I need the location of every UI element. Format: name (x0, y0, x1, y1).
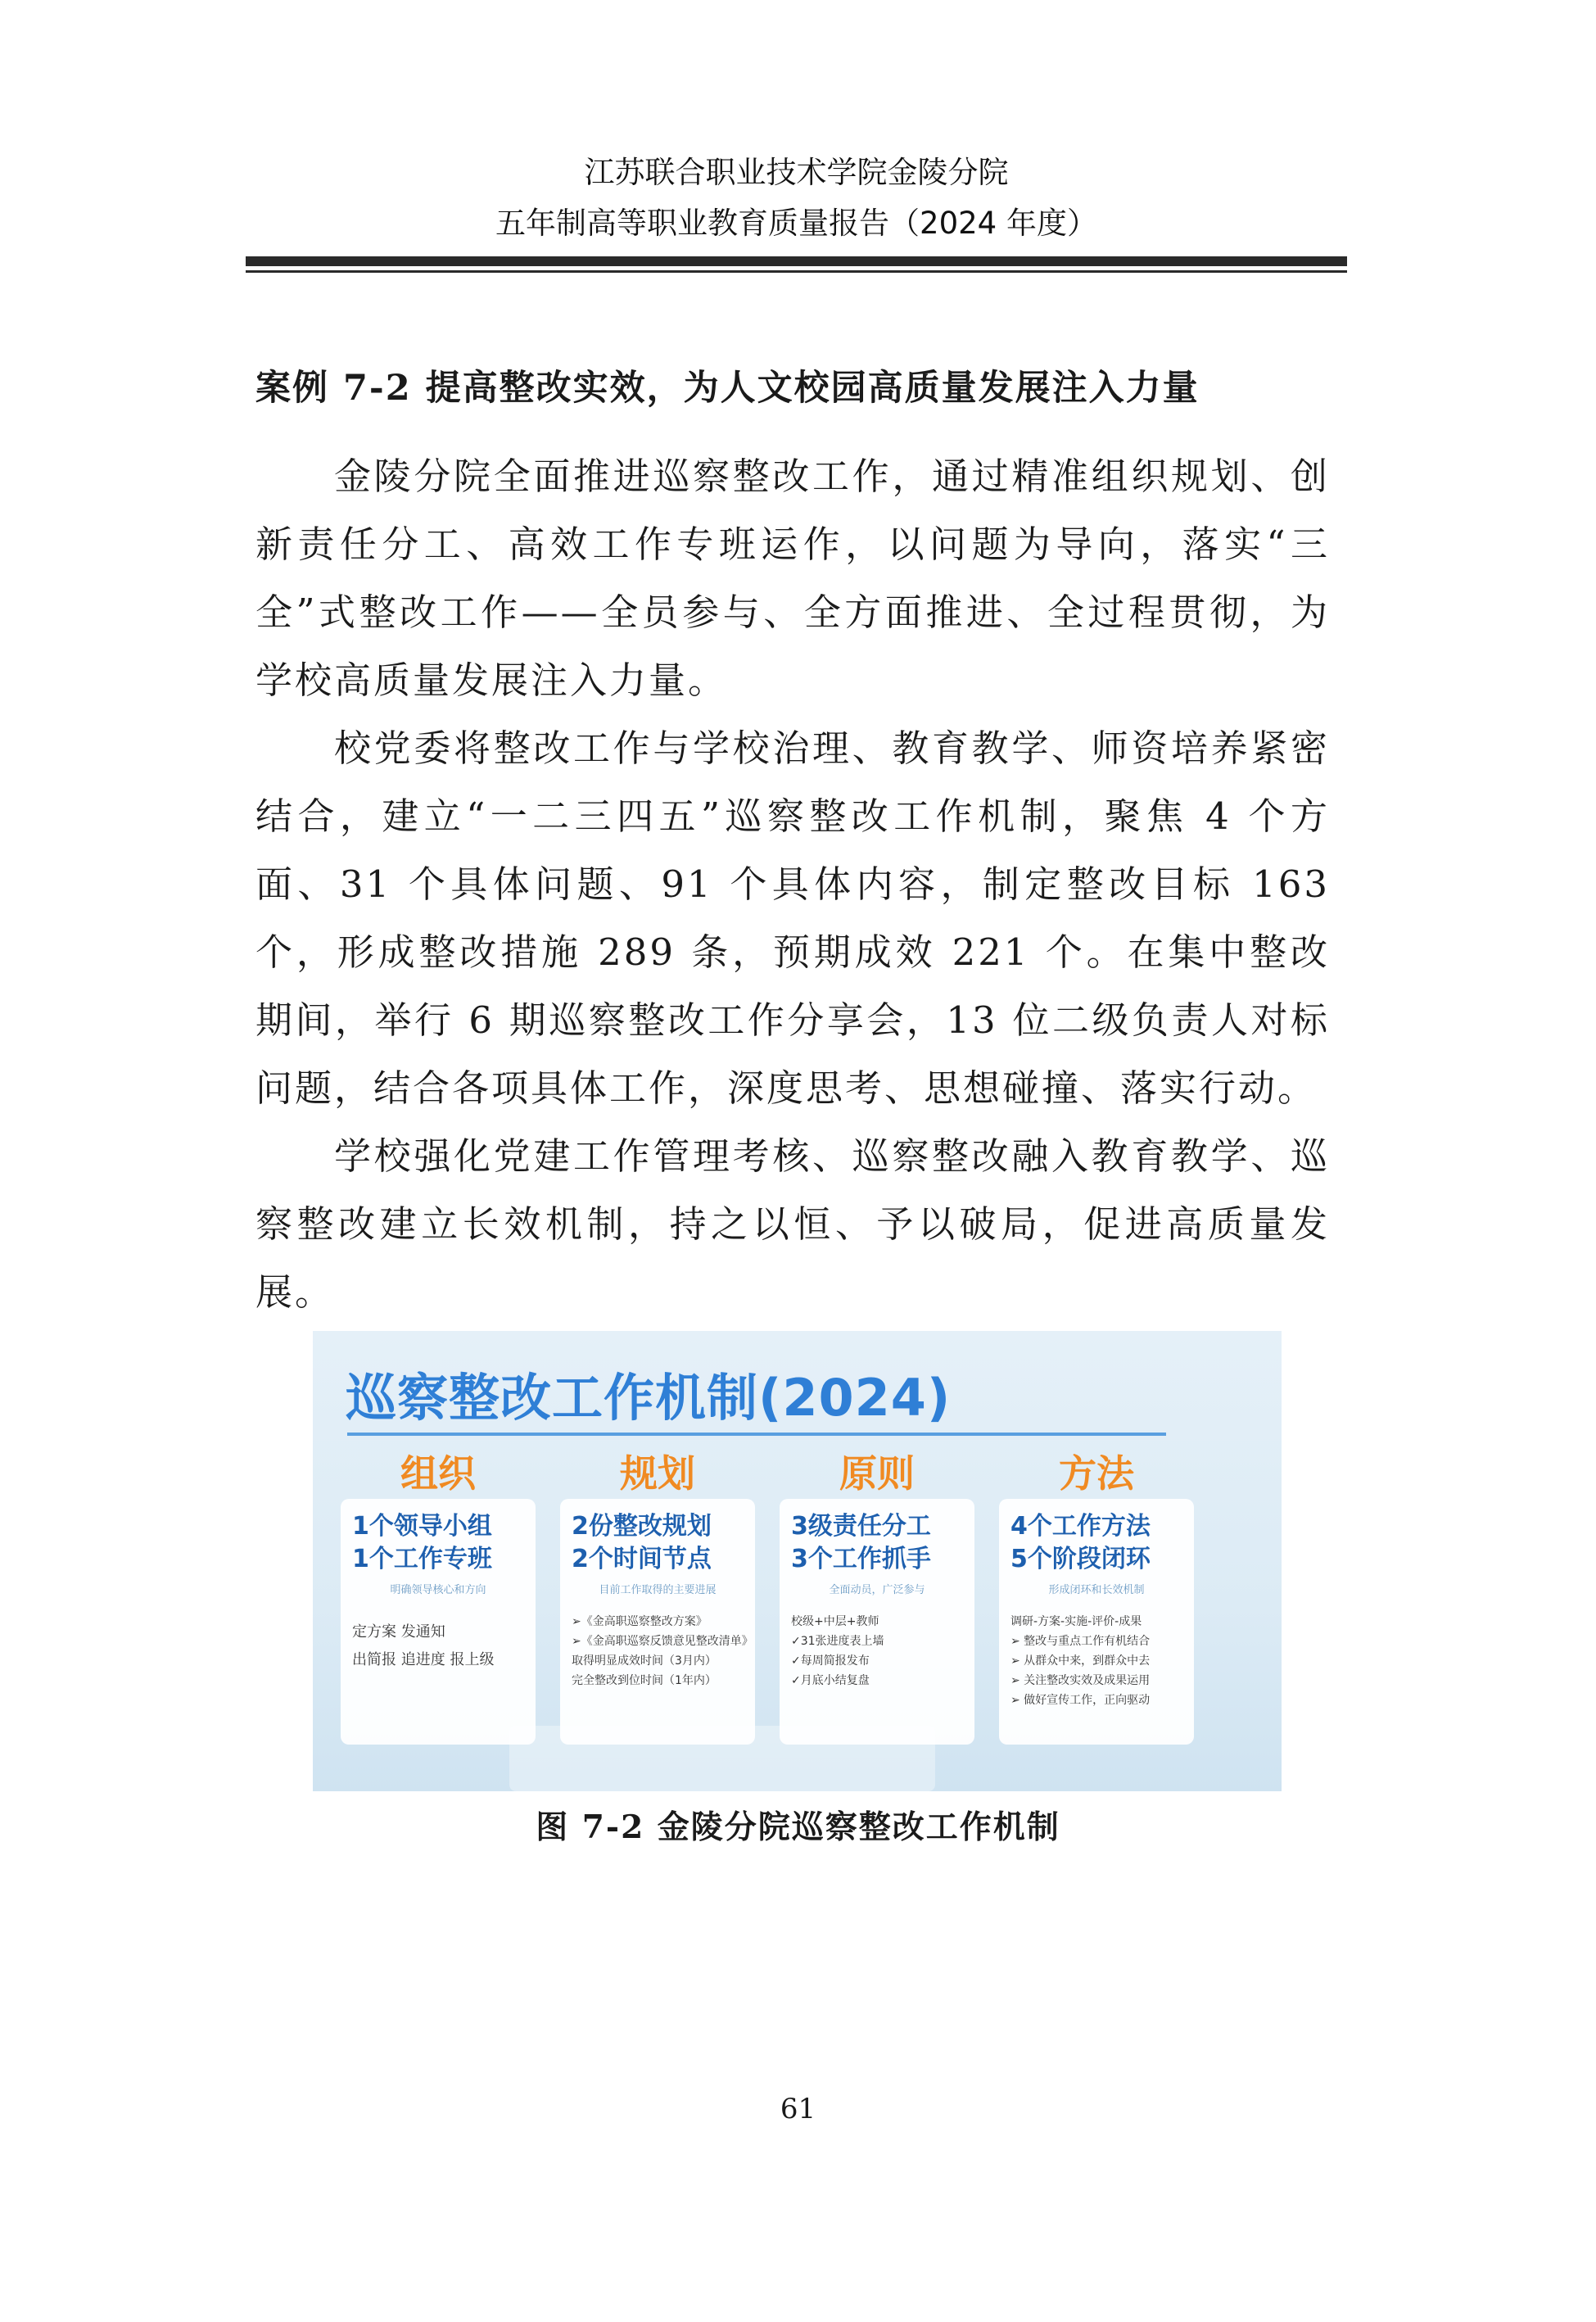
card-subtitle: 形成闭环和长效机制 (1048, 1584, 1145, 1596)
header-line-1: 江苏联合职业技术学院金陵分院 (584, 155, 1009, 190)
figure-caption: 图 7-2 金陵分院巡察整改工作机制 (536, 1808, 1060, 1846)
case-title: 案例 7-2 提高整改实效，为人文校园高质量发展注入力量 (255, 368, 1200, 409)
card-subtitle: 全面动员，广泛参与 (829, 1584, 925, 1596)
document-header (246, 147, 1347, 249)
card-heading-organization: 组织 (400, 1451, 476, 1496)
body-text (255, 442, 1330, 1326)
mechanism-figure (313, 1331, 1282, 1791)
header-rule-thin (246, 270, 1347, 273)
card-principle (780, 1499, 974, 1745)
card-organization (341, 1499, 536, 1745)
card-line-2: 2个时间节点 (572, 1545, 712, 1573)
header-rule-thick (246, 256, 1347, 266)
card-line-1: 3级责任分工 (791, 1512, 931, 1541)
paragraph-1: 金陵分院全面推进巡察整改工作，通过精准组织规划、创新责任分工、高效工作专班运作，以问题为导向，落实“三全”式整改工作——全员参与、全方面推进、全过程贯彻，为学校高质量发展注入力量。 (255, 455, 1330, 702)
page-number: 61 (780, 2093, 816, 2125)
card-details: ➢《金高职巡察整改方案》 ➢《金高职巡察反馈意见整改清单》 取得明显成效时间（3月内） 完全整改到位时间（1年内） (572, 1615, 753, 1687)
card-details: 调研-方案-实施-评价-成果 ➢ 整改与重点工作有机结合 ➢ 从群众中来，到群众中去 ➢ 关注整改实效及成果运用 ➢ 做好宣传工作，正向驱动 (1010, 1615, 1151, 1707)
card-details: 定方案 发通知 出简报 追进度 报上级 (352, 1623, 495, 1668)
card-subtitle: 目前工作取得的主要进展 (599, 1584, 717, 1596)
card-line-1: 1个领导小组 (352, 1512, 492, 1541)
card-line-1: 2份整改规划 (572, 1512, 712, 1541)
card-method (999, 1499, 1194, 1745)
card-planning (560, 1499, 755, 1745)
card-heading-principle: 原则 (839, 1451, 915, 1496)
paragraph-3: 学校强化党建工作管理考核、巡察整改融入教育教学、巡察整改建立长效机制，持之以恒、予以破局，促进高质量发展。 (255, 1134, 1330, 1314)
card-details: 校级+中层+教师 ✓31张进度表上墙 ✓每周简报发布 ✓月底小结复盘 (791, 1615, 884, 1687)
card-line-1: 4个工作方法 (1010, 1512, 1151, 1541)
header-line-2: 五年制高等职业教育质量报告（2024 年度） (495, 206, 1097, 241)
card-line-2: 5个阶段闭环 (1010, 1545, 1151, 1573)
card-subtitle: 明确领导核心和方向 (390, 1584, 486, 1596)
figure-title-underline (347, 1433, 1166, 1436)
card-line-2: 3个工作抓手 (791, 1545, 931, 1573)
paragraph-2: 校党委将整改工作与学校治理、教育教学、师资培养紧密结合，建立“一二三四五”巡察整改工作机制，聚焦 4 个方面、31 个具体问题、91 个具体内容，制定整改目标 163 个，形成整改措施 289 条，预期成效 221 个。在集中整改期间，举行 6 期巡察整改工作分享会，13 位二级负责人对标问题，结合各项具体工作，深度思考、思想碰撞、落实行动。 (255, 726, 1330, 1110)
card-heading-method: 方法 (1059, 1451, 1134, 1496)
figure-title: 巡察整改工作机制(2024) (346, 1368, 952, 1428)
card-heading-planning: 规划 (620, 1451, 695, 1496)
card-line-2: 1个工作专班 (352, 1545, 492, 1573)
